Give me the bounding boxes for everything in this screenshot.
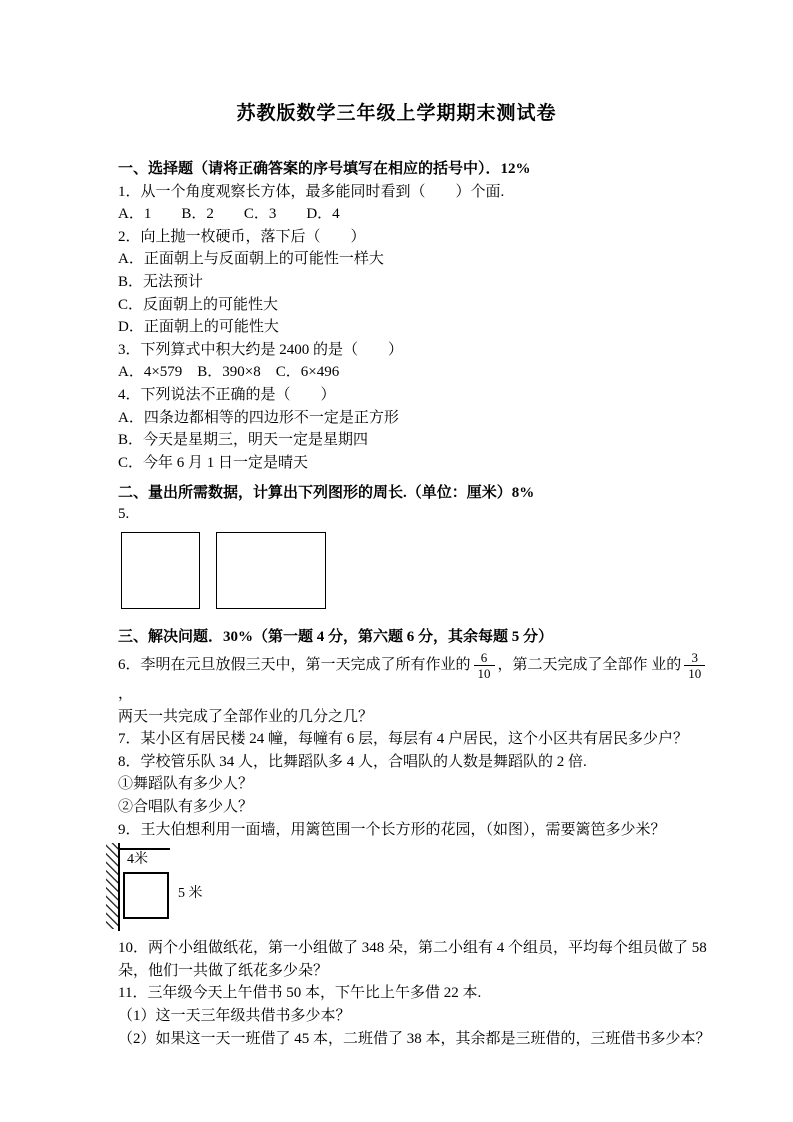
question-8: 8．学校管乐队 34 人，比舞蹈队多 4 人，合唱队的人数是舞蹈队的 2 倍. (118, 753, 587, 770)
question-4: 4．下列说法不正确的是（ ） (118, 386, 336, 403)
question-11-sub2: （2）如果这一天一班借了 45 本，二班借了 38 本，其余都是三班借的，三班借书多少本？ (118, 1030, 711, 1047)
question-11: 11．三年级今天上午借书 50 本，下午比上午多借 22 本. (118, 985, 482, 1002)
question-4-option-a: A．四条边都相等的四边形不一定是正方形 (118, 409, 399, 426)
q5-square-shape (121, 532, 200, 609)
garden-top-edge-line (120, 848, 170, 850)
fraction-numerator: 6 (480, 650, 488, 666)
section2-heading: 二、量出所需数据，计算出下列图形的周长.（单位：厘米）8% (118, 485, 535, 502)
question-2-option-b: B．无法预计 (118, 273, 204, 290)
question-4-option-c: C．今年 6 月 1 日一定是晴天 (118, 454, 309, 471)
question-5-figures (118, 532, 720, 610)
question-2: 2．向上抛一枚硬币，落下后（ ） (118, 228, 366, 245)
question-9: 9．王大伯想利用一面墙，用篱笆围一个长方形的花园，（如图），需要篱笆多少米？ (118, 821, 666, 838)
fraction-denominator: 10 (474, 665, 495, 681)
question-8-sub1: ①舞蹈队有多少人？ (118, 776, 254, 793)
question-3-options: A．4×579 B．390×8 C．6×496 (118, 364, 340, 381)
wall-line (118, 843, 120, 931)
question-2-option-c: C．反面朝上的可能性大 (118, 296, 279, 313)
question-6 (118, 648, 720, 706)
garden-rectangle (123, 872, 169, 919)
wall-hatching (106, 843, 118, 929)
fraction-denominator: 10 (684, 665, 705, 681)
fraction-6-over-10 (474, 650, 495, 681)
document-body (118, 158, 720, 1050)
question-8-sub2: ②合唱队有多少人？ (118, 799, 254, 816)
question-4-option-b: B．今天是星期三，明天一定是星期四 (118, 432, 369, 449)
question-5-label: 5. (118, 505, 130, 522)
section-spacer (118, 616, 720, 626)
question-1: 1．从一个角度观察长方体，最多能同时看到（ ）个面. (118, 183, 505, 200)
question-6-line2: 两天一共完成了全部作业的几分之几？ (118, 708, 374, 725)
question-6-text-2: ，第二天完成了全部作 业的 (497, 657, 682, 674)
question-6-text-1: 6．李明在元旦放假三天中，第一天完成了所有作业的 (118, 657, 471, 674)
question-2-option-a: A．正面朝上与反面朝上的可能性一样大 (118, 251, 384, 268)
garden-width-label: 4米 (127, 852, 148, 868)
question-1-options: A．1 B．2 C．3 D．4 (118, 206, 340, 223)
section3-heading: 三、解决问题．30%（第一题 4 分，第六题 6 分，其余每题 5 分） (118, 628, 554, 645)
fraction-numerator: 3 (691, 650, 699, 666)
section1-heading: 一、选择题（请将正确答案的序号填写在相应的括号中）．12% (118, 161, 531, 177)
question-11-sub1: （1）这一天三年级共借书多少本？ (118, 1008, 351, 1025)
question-10: 10．两个小组做纸花，第一小组做了 348 朵，第二小组有 4 个组员，平均每个组员做了 58 朵，他们一共做了纸花多少朵？ (118, 940, 707, 979)
page-title: 苏教版数学三年级上学期期末测试卷 (236, 103, 557, 124)
question-7: 7．某小区有居民楼 24 幢，每幢有 6 层，每层有 4 户居民，这个小区共有居民多少户？ (118, 731, 689, 748)
question-2-option-d: D．正面朝上的可能性大 (118, 319, 279, 336)
q5-rectangle-shape (216, 532, 326, 609)
garden-height-label: 5 米 (178, 886, 203, 902)
question-3: 3．下列算式中积大约是 2400 的是（ ） (118, 341, 404, 358)
fraction-3-over-10 (684, 650, 705, 681)
question-9-figure (118, 843, 720, 937)
question-6-text-3: ， (118, 686, 134, 703)
